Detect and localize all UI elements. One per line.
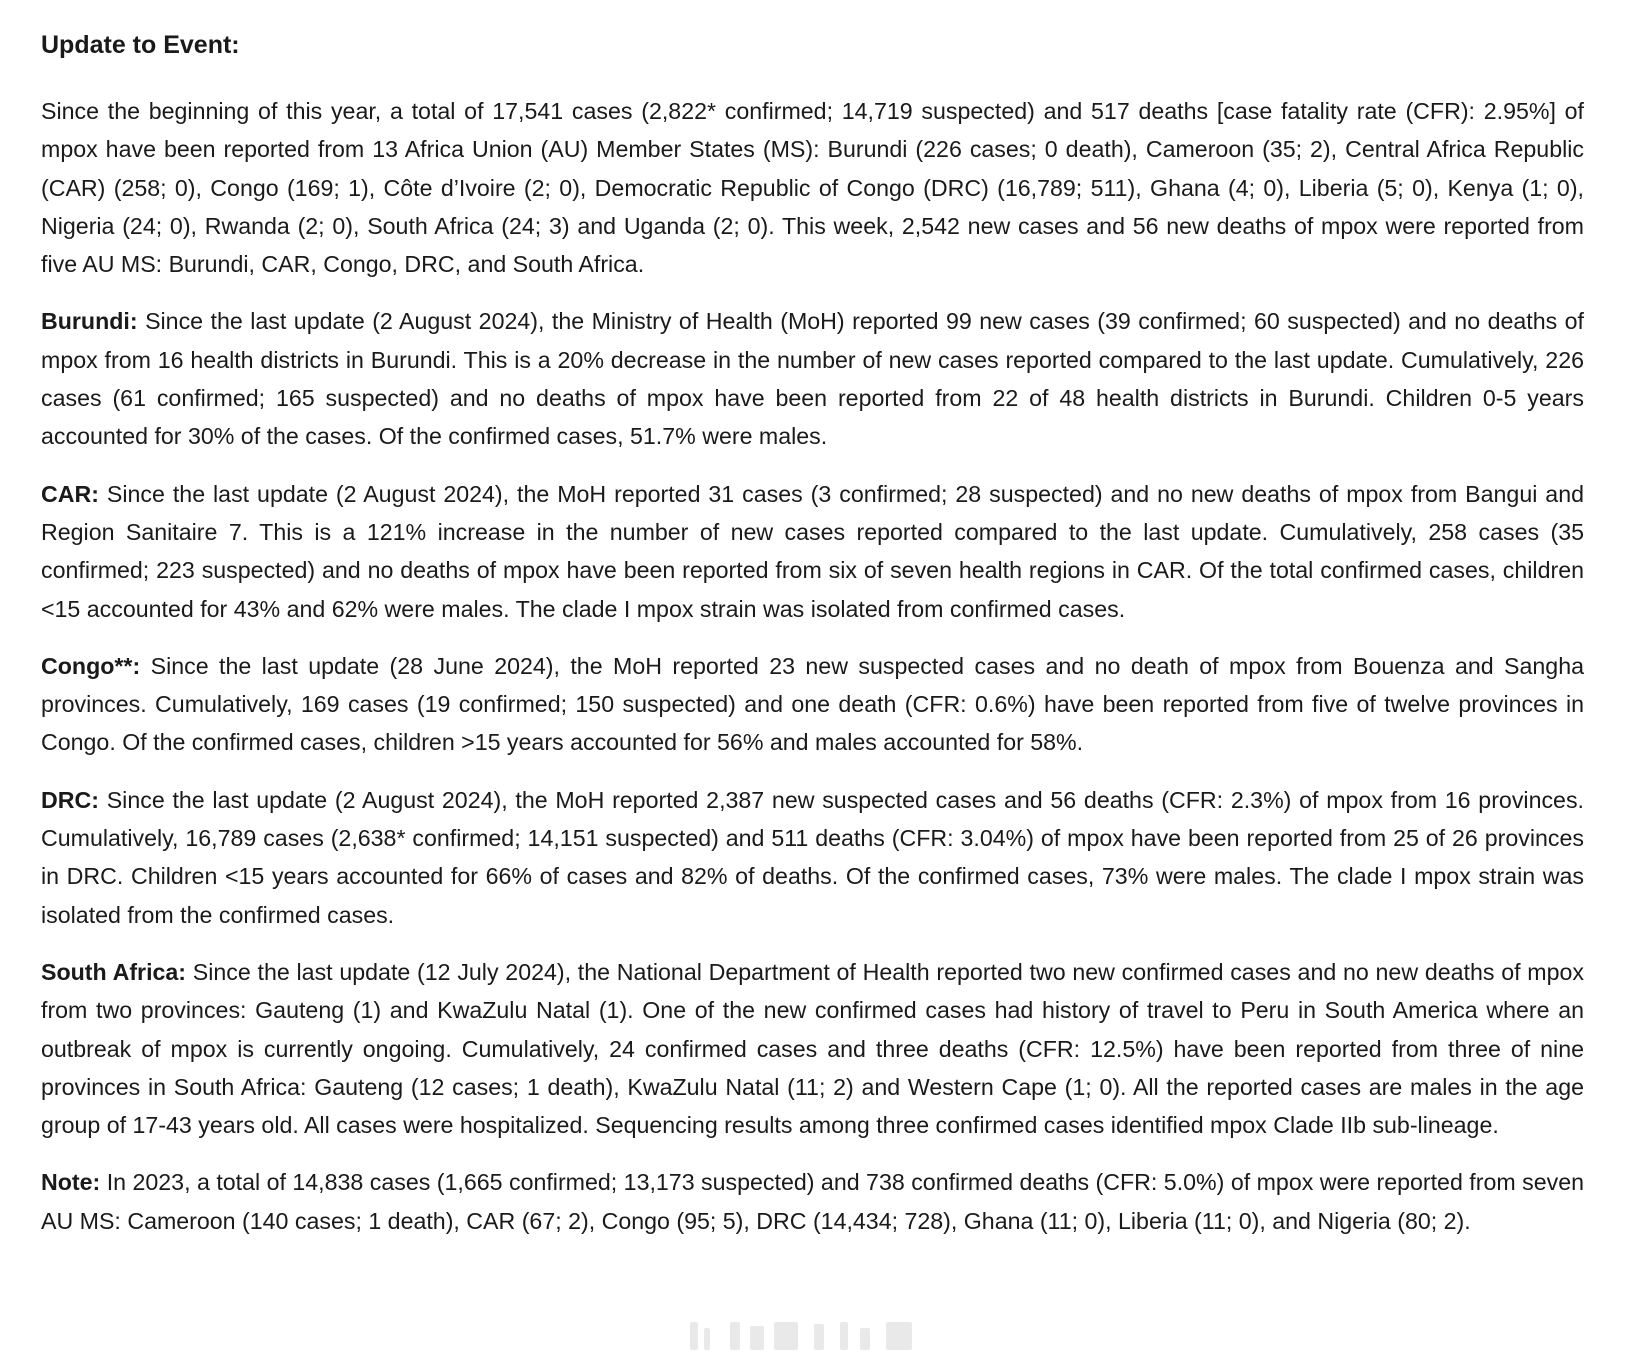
intro-paragraph: Since the beginning of this year, a total of 17,541 cases (2,822* confirmed; 14,719 suspected) and 517 deaths [case fatality rate (CFR): 2.95%] of mpox have been reported from 13 Africa Union (AU) Member States (MS): Burundi (226 cases; 0 death), Cameroon (35; 2), Central Africa Republic (CAR) (258; 0), Congo (169; 1), Côte d’Ivoire (2; 0), Democratic Republic of Congo (DRC) (16,789; 511), Ghana (4; 0), Liberia (5; 0), Kenya (1; 0), Nigeria (24; 0), Rwanda (2; 0), South Africa (24; 3) and Uganda (2; 0). This week, 2,542 new cases and 56 new deaths of mpox were reported from five AU MS: Burundi, CAR, Congo, DRC, and South Africa.: [41, 98, 1584, 278]
car-heading: CAR:: [41, 480, 99, 507]
page-title: Update to Event:: [41, 31, 240, 59]
car-text: Since the last update (2 August 2024), the MoH reported 31 cases (3 confirmed; 28 suspected) and no new deaths of mpox from Bangui and Region Sanitaire 7. This is a 121% increase in the number of new cases reported compared to the last update. Cumulatively, 258 cases (35 confirmed; 223 suspected) and no deaths of mpox have been reported from six of seven health regions in CAR. Of the total confirmed cases, children <15 accounted for 43% and 62% were males. The clade I mpox strain was isolated from confirmed cases.: [41, 480, 1584, 622]
south-africa-paragraph: [41, 953, 1584, 1144]
congo-heading: Congo**:: [41, 652, 141, 679]
car-paragraph: [41, 475, 1584, 628]
watermark-logo: [690, 1318, 960, 1354]
document-body: [41, 26, 1584, 1259]
drc-heading: DRC:: [41, 786, 99, 813]
south-africa-heading: South Africa:: [41, 958, 187, 985]
note-paragraph: [41, 1163, 1584, 1240]
burundi-paragraph: [41, 302, 1584, 455]
burundi-heading: Burundi:: [41, 308, 138, 335]
note-text: In 2023, a total of 14,838 cases (1,665 confirmed; 13,173 suspected) and 738 confirmed deaths (CFR: 5.0%) of mpox were reported from seven AU MS: Cameroon (140 cases; 1 death), CAR (67; 2), Congo (95; 5), DRC (14,434; 728), Ghana (11; 0), Liberia (11; 0), and Nigeria (80; 2).: [41, 1169, 1584, 1234]
congo-text: Since the last update (28 June 2024), the MoH reported 23 new suspected cases and no death of mpox from Bouenza and Sangha provinces. Cumulatively, 169 cases (19 confirmed; 150 suspected) and one death (CFR: 0.6%) have been reported from five of twelve provinces in Congo. Of the confirmed cases, children >15 years accounted for 56% and males accounted for 58%.: [41, 652, 1584, 756]
congo-paragraph: [41, 647, 1584, 762]
drc-text: Since the last update (2 August 2024), the MoH reported 2,387 new suspected cases and 56 deaths (CFR: 2.3%) of mpox from 16 provinces. Cumulatively, 16,789 cases (2,638* confirmed; 14,151 suspected) and 511 deaths (CFR: 3.04%) of mpox have been reported from 25 of 26 provinces in DRC. Children <15 years accounted for 66% of cases and 82% of deaths. Of the confirmed cases, 73% were males. The clade I mpox strain was isolated from the confirmed cases.: [41, 786, 1584, 928]
drc-paragraph: [41, 781, 1584, 934]
south-africa-text: Since the last update (12 July 2024), the National Department of Health reported two new confirmed cases and no new deaths of mpox from two provinces: Gauteng (1) and KwaZulu Natal (1). One of the new confirmed cases had history of travel to Peru in South America where an outbreak of mpox is currently ongoing. Cumulatively, 24 confirmed cases and three deaths (CFR: 12.5%) have been reported from three of nine provinces in South Africa: Gauteng (12 cases; 1 death), KwaZulu Natal (11; 2) and Western Cape (1; 0). All the reported cases are males in the age group of 17-43 years old. All cases were hospitalized. Sequencing results among three confirmed cases identified mpox Clade IIb sub-lineage.: [41, 958, 1584, 1139]
burundi-text: Since the last update (2 August 2024), the Ministry of Health (MoH) reported 99 new cases (39 confirmed; 60 suspected) and no deaths of mpox from 16 health districts in Burundi. This is a 20% decrease in the number of new cases reported compared to the last update. Cumulatively, 226 cases (61 confirmed; 165 suspected) and no deaths of mpox have been reported from 22 of 48 health districts in Burundi. Children 0-5 years accounted for 30% of the cases. Of the confirmed cases, 51.7% were males.: [41, 308, 1584, 450]
note-heading: Note:: [41, 1169, 101, 1196]
